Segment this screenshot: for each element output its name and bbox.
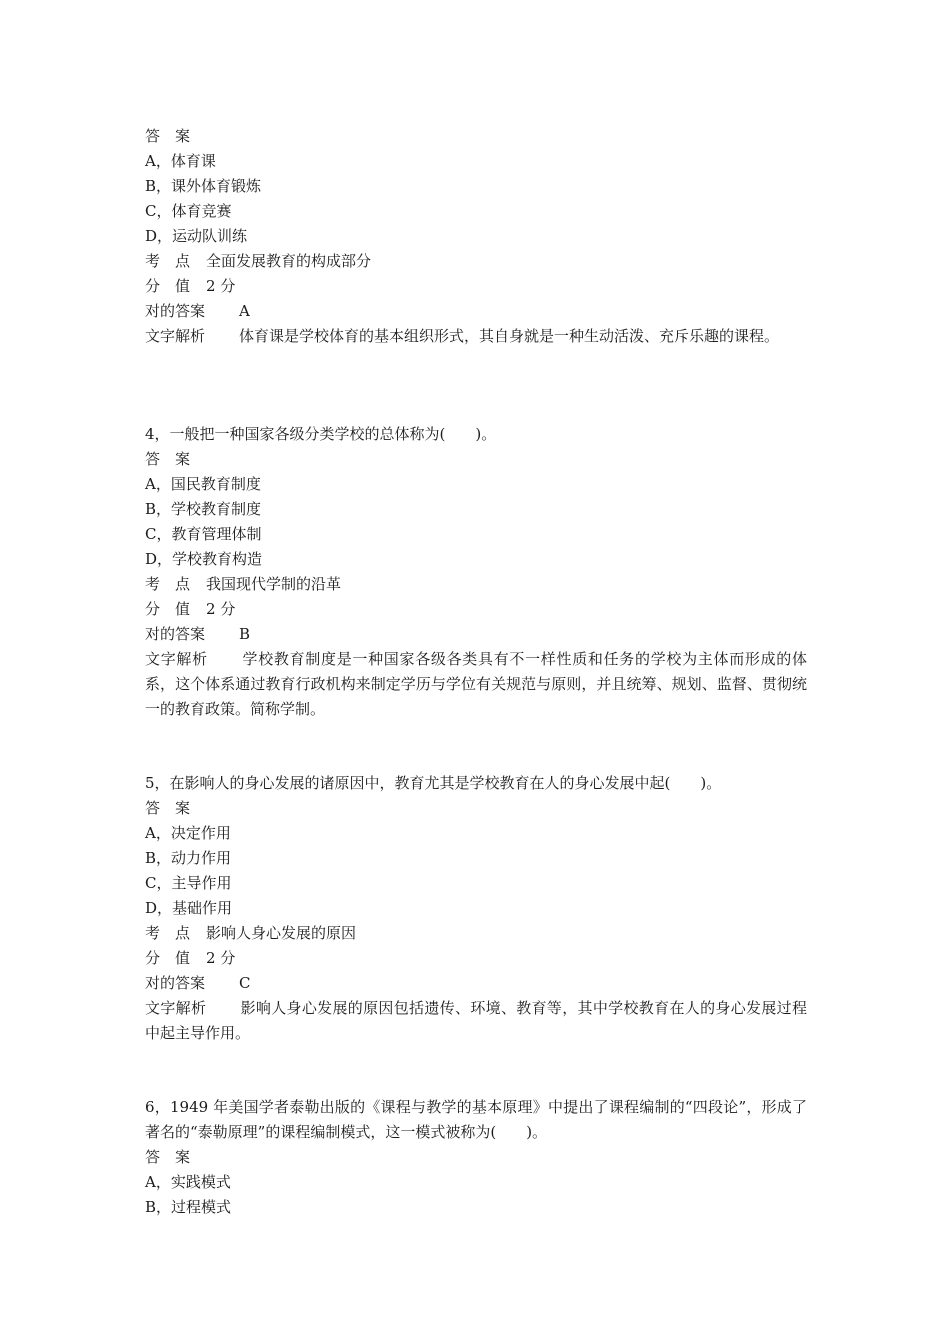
correct-answer-label: 对的答案 [145, 625, 206, 643]
correct-answer-value: A [239, 302, 250, 320]
option-b: B，课外体育锻炼 [145, 177, 262, 195]
option-d: D，运动队训练 [145, 227, 248, 245]
analysis-row [145, 647, 807, 722]
analysis-text: 学校教育制度是一种国家各级各类具有不一样性质和任务的学校为主体而形成的体系，这个体系通过教育行政机构来制定学历与学位有关规范与原则，并且统筹、规划、监督、贯彻统一的教育政策。简称学制。 [145, 650, 807, 718]
answer-label: 答 案 [145, 450, 191, 468]
correct-answer-row [145, 299, 807, 324]
question-text: 4，一般把一种国家各级分类学校的总体称为( )。 [145, 425, 497, 443]
correct-answer-row [145, 622, 807, 647]
knowledge-point-value: 全面发展教育的构成部分 [206, 252, 372, 270]
answer-label: 答 案 [145, 1148, 191, 1166]
option-b: B，过程模式 [145, 1198, 232, 1216]
option-b: B，学校教育制度 [145, 500, 262, 518]
analysis-label: 文字解析 [145, 327, 206, 345]
correct-answer-row [145, 971, 807, 996]
analysis-row [145, 996, 807, 1046]
score-label: 分 值 [145, 277, 191, 295]
knowledge-point-row [145, 249, 807, 274]
question-text: 5，在影响人的身心发展的诸原因中，教育尤其是学校教育在人的身心发展中起( )。 [145, 774, 722, 792]
option-b: B，动力作用 [145, 849, 232, 867]
score-label: 分 值 [145, 949, 191, 967]
option-c: C，体育竞赛 [145, 202, 232, 220]
knowledge-point-label: 考 点 [145, 575, 191, 593]
answer-label: 答 案 [145, 799, 191, 817]
knowledge-point-value: 影响人身心发展的原因 [206, 924, 357, 942]
score-row [145, 597, 807, 622]
option-d: D，基础作用 [145, 899, 233, 917]
option-a: A，实践模式 [145, 1173, 231, 1191]
analysis-label: 文字解析 [145, 999, 207, 1017]
question-5-block [145, 771, 807, 1046]
correct-answer-value: C [239, 974, 251, 992]
score-row [145, 946, 807, 971]
knowledge-point-row [145, 572, 807, 597]
knowledge-point-label: 考 点 [145, 252, 191, 270]
knowledge-point-row [145, 921, 807, 946]
option-d: D，学校教育构造 [145, 550, 263, 568]
correct-answer-label: 对的答案 [145, 974, 206, 992]
question-3-block [145, 124, 807, 349]
knowledge-point-value: 我国现代学制的沿革 [206, 575, 342, 593]
analysis-text: 影响人身心发展的原因包括遗传、环境、教育等，其中学校教育在人的身心发展过程中起主导作用。 [145, 999, 807, 1042]
question-6-block [145, 1095, 807, 1220]
correct-answer-label: 对的答案 [145, 302, 206, 320]
score-row [145, 274, 807, 299]
correct-answer-value: B [239, 625, 251, 643]
analysis-text: 体育课是学校体育的基本组织形式，其自身就是一种生动活泼、充斥乐趣的课程。 [239, 327, 780, 345]
analysis-row [145, 324, 807, 349]
option-c: C，主导作用 [145, 874, 232, 892]
option-a: A，国民教育制度 [145, 475, 261, 493]
question-4-block [145, 422, 807, 722]
option-a: A，决定作用 [145, 824, 231, 842]
score-value: 2 分 [206, 949, 236, 967]
score-value: 2 分 [206, 277, 236, 295]
answer-label: 答 案 [145, 127, 191, 145]
question-text: 6，1949 年美国学者泰勒出版的《课程与教学的基本原理》中提出了课程编制的“四段论”，形成了著名的“泰勒原理”的课程编制模式，这一模式被称为( )。 [145, 1098, 807, 1141]
knowledge-point-label: 考 点 [145, 924, 191, 942]
score-label: 分 值 [145, 600, 191, 618]
score-value: 2 分 [206, 600, 236, 618]
option-a: A，体育课 [145, 152, 216, 170]
option-c: C，教育管理体制 [145, 525, 262, 543]
analysis-label: 文字解析 [145, 650, 208, 668]
